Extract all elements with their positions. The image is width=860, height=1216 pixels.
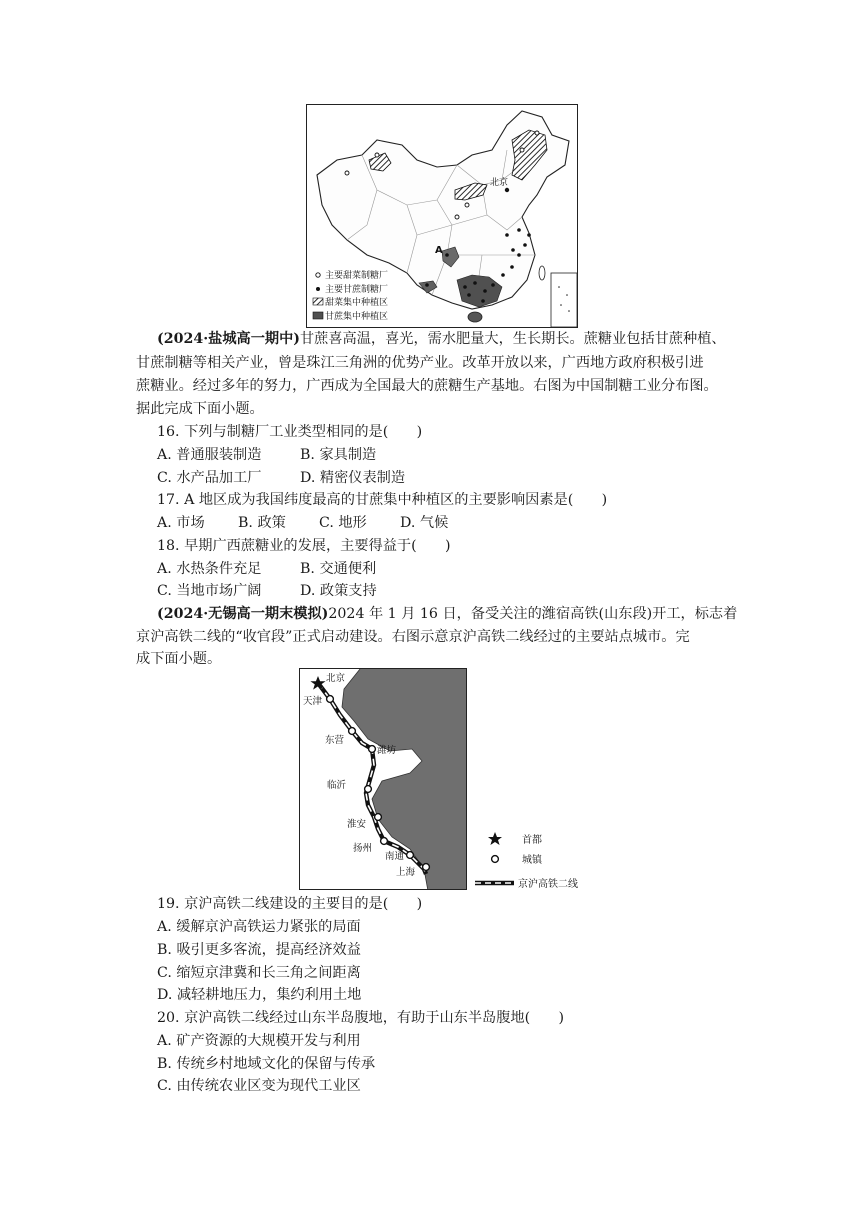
station-yangzhou <box>381 838 388 845</box>
passage2-text-1: 2024 年 1 月 16 日，备受关注的潍宿高铁(山东段)开工，标志着 <box>328 606 738 622</box>
passage2-line-1 <box>157 603 777 625</box>
china-map-svg <box>307 105 578 328</box>
south-china-sea-inset <box>551 273 577 327</box>
station-tianjin <box>327 696 334 703</box>
passage1-line-3: 蔗糖业。经过多年的努力，广西成为全国最大的蔗糖生产基地。右图为中国制糖工业分布图。 <box>136 378 718 394</box>
passage2-line-2: 京沪高铁二线的“收官段”正式启动建设。右图示意京沪高铁二线经过的主要站点城市。完 <box>136 629 690 645</box>
station-dongying <box>349 728 356 735</box>
q16-options-row-2 <box>157 467 777 489</box>
q19-stem: 19. 京沪高铁二线建设的主要目的是( ) <box>157 896 423 912</box>
city-label-shanghai: 上海 <box>396 867 416 878</box>
city-label-weifang: 潍坊 <box>377 745 397 756</box>
q18-option-d: D. 政策支持 <box>300 583 377 599</box>
q18-options-row-1 <box>157 558 777 580</box>
legend-town: 城镇 <box>522 855 542 866</box>
beet-mill-legend-icon <box>316 273 320 277</box>
cane-mill-legend-icon <box>316 287 320 291</box>
city-label-dongying: 东营 <box>325 735 345 746</box>
passage1-source: (2024·盐城高一期中) <box>157 331 300 347</box>
legend-rail: 京沪高铁二线 <box>518 879 578 890</box>
station-shanghai <box>423 864 430 871</box>
station-nantong <box>407 852 414 859</box>
capital-star-icon <box>488 832 502 845</box>
q18-option-a: A. 水热条件充足 <box>157 561 262 577</box>
q16-option-d: D. 精密仪表制造 <box>300 470 406 486</box>
town-circle-icon <box>492 856 499 863</box>
city-label-linyi: 临沂 <box>327 780 347 791</box>
q16-option-c: C. 水产品加工厂 <box>157 470 262 486</box>
cane-area-legend-icon <box>313 312 323 319</box>
q18-stem: 18. 早期广西蔗糖业的发展，主要得益于( ) <box>157 538 451 554</box>
city-label-beijing: 北京 <box>326 673 346 684</box>
q20-option-a: A. 矿产资源的大规模开发与利用 <box>157 1033 361 1049</box>
q17-option-d: D. 气候 <box>400 515 449 531</box>
city-label-tianjin: 天津 <box>303 696 323 707</box>
hsr-map-legend <box>470 825 620 895</box>
q18-option-b: B. 交通便利 <box>300 561 377 577</box>
q17-stem: 17. A 地区成为我国纬度最高的甘蔗集中种植区的主要影响因素是( ) <box>157 492 608 508</box>
passage1-text-1: 甘蔗喜高温，喜光，需水肥量大，生长期长。蔗糖业包括甘蔗种植、 <box>299 331 726 347</box>
city-label-nantong: 南通 <box>385 851 405 862</box>
sea-area <box>342 669 467 890</box>
city-label-yangzhou: 扬州 <box>353 843 373 854</box>
q20-option-b: B. 传统乡村地域文化的保留与传承 <box>157 1056 376 1072</box>
station-weifang <box>369 746 376 753</box>
q16-stem: 16. 下列与制糖厂工业类型相同的是( ) <box>157 424 423 440</box>
passage2-source: (2024·无锡高一期末模拟) <box>157 606 329 622</box>
q16-option-b: B. 家具制造 <box>300 447 377 463</box>
taiwan-island <box>539 266 545 280</box>
legend-beet-area: 甜菜集中种植区 <box>325 298 389 308</box>
q20-option-c: C. 由传统农业区变为现代工业区 <box>157 1078 361 1094</box>
hainan-island <box>468 312 482 322</box>
q19-option-b: B. 吸引更多客流，提高经济效益 <box>157 942 361 958</box>
q20-stem: 20. 京沪高铁二线经过山东半岛腹地，有助于山东半岛腹地( ) <box>157 1010 565 1026</box>
region-a-label: A <box>435 245 443 256</box>
q16-options-row-1 <box>157 444 777 466</box>
q17-option-a: A. 市场 <box>157 515 205 531</box>
passage1-line-2: 甘蔗制糖等相关产业，曾是珠江三角洲的优势产业。改革开放以来，广西地方政府积极引进 <box>136 355 704 371</box>
sugar-industry-map <box>306 104 578 328</box>
fig1-legend <box>313 269 388 322</box>
beijing-marker <box>505 188 509 192</box>
legend-beet-mill: 主要甜菜制糖厂 <box>325 271 389 281</box>
station-huaian <box>375 814 382 821</box>
q18-option-c: C. 当地市场广阔 <box>157 583 262 599</box>
legend-cane-mill: 主要甘蔗制糖厂 <box>325 285 389 295</box>
passage1-line-1 <box>157 328 777 350</box>
q17-options <box>157 512 777 534</box>
hsr-map-svg <box>300 669 467 890</box>
legend-cane-area: 甘蔗集中种植区 <box>325 312 389 322</box>
q19-option-a: A. 缓解京沪高铁运力紧张的局面 <box>157 919 361 935</box>
city-label-huaian: 淮安 <box>347 819 367 830</box>
q19-option-d: D. 减轻耕地压力，集约利用土地 <box>157 987 362 1003</box>
passage1-line-4: 据此完成下面小题。 <box>136 401 264 417</box>
q18-options-row-2 <box>157 580 777 602</box>
q16-option-a: A. 普通服装制造 <box>157 447 262 463</box>
beijing-label: 北京 <box>490 178 509 188</box>
q17-option-b: B. 政策 <box>238 515 286 531</box>
beet-area-legend-icon <box>313 298 323 305</box>
q17-option-c: C. 地形 <box>319 515 367 531</box>
station-linyi <box>365 786 372 793</box>
legend-capital: 首都 <box>522 835 542 846</box>
hsr-legend-svg <box>470 825 620 895</box>
q19-option-c: C. 缩短京津冀和长三角之间距离 <box>157 965 361 981</box>
passage2-line-3: 成下面小题。 <box>136 651 222 667</box>
hsr-route-map <box>299 668 467 890</box>
